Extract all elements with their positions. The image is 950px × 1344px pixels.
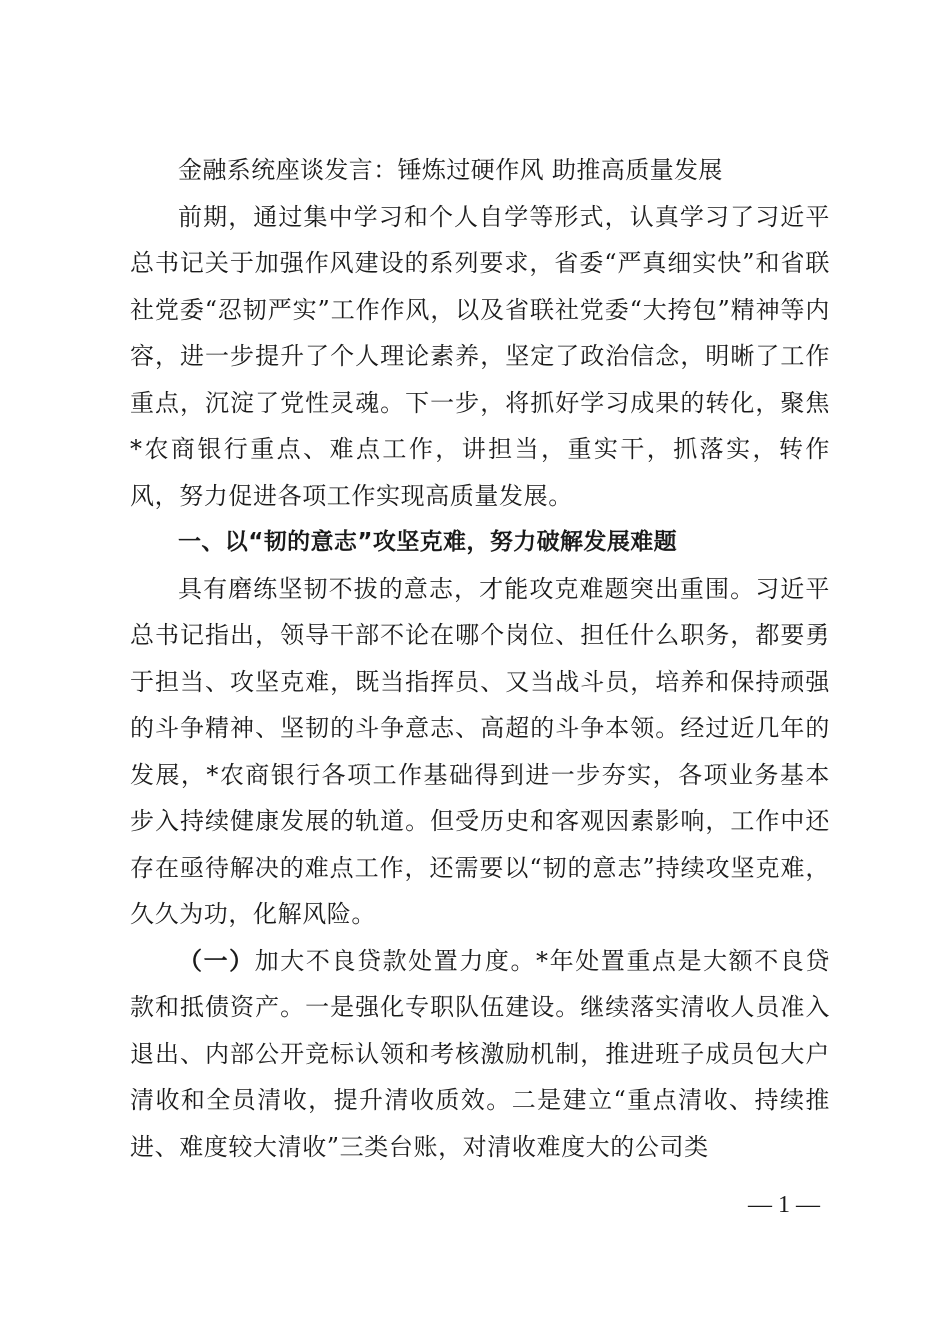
subsection-1-text: 加大不良贷款处置力度。*年处置重点是大额不良贷款和抵债资产。一是强化专职队伍建设。继续落实清收人员准入退出、内部公开竞标认领和考核激励机制，推进班子成员包大户清收和全员清收，提升清收质效。二是建立“重点清收、持续推进、难度较大清收”三类台账，对清收难度大的公司类 <box>130 946 830 1161</box>
document-body <box>130 147 830 1170</box>
document-title: 金融系统座谈发言：锤炼过硬作风 助推高质量发展 <box>178 156 723 184</box>
subsection-1-label: （一） <box>178 946 255 975</box>
section-heading-1: 一、以“韧的意志”攻坚克难，努力破解发展难题 <box>178 529 678 555</box>
intro-paragraph: 前期，通过集中学习和个人自学等形式，认真学习了习近平总书记关于加强作风建设的系列要求，省委“严真细实快”和省联社党委“忍韧严实”工作作风，以及省联社党委“大挎包”精神等内容，进一步提升了个人理论素养，坚定了政治信念，明晰了工作重点，沉淀了党性灵魂。下一步，将抓好学习成果的转化，聚焦*农商银行重点、难点工作，讲担当，重实干，抓落实，转作风，努力促进各项工作实现高质量发展。 <box>130 202 830 510</box>
subsection-1-paragraph <box>130 938 830 1171</box>
section-1-paragraph: 具有磨练坚韧不拔的意志，才能攻克难题突出重围。习近平总书记指出，领导干部不论在哪个岗位、担任什么职务，都要勇于担当、攻坚克难，既当指挥员、又当战斗员，培养和保持顽强的斗争精神、坚韧的斗争意志、高超的斗争本领。经过近几年的发展，*农商银行各项工作基础得到进一步夯实，各项业务基本步入持续健康发展的轨道。但受历史和客观因素影响，工作中还存在亟待解决的难点工作，还需要以“韧的意志”持续攻坚克难，久久为功，化解风险。 <box>130 574 830 928</box>
page-number: — 1 — <box>748 1192 820 1218</box>
